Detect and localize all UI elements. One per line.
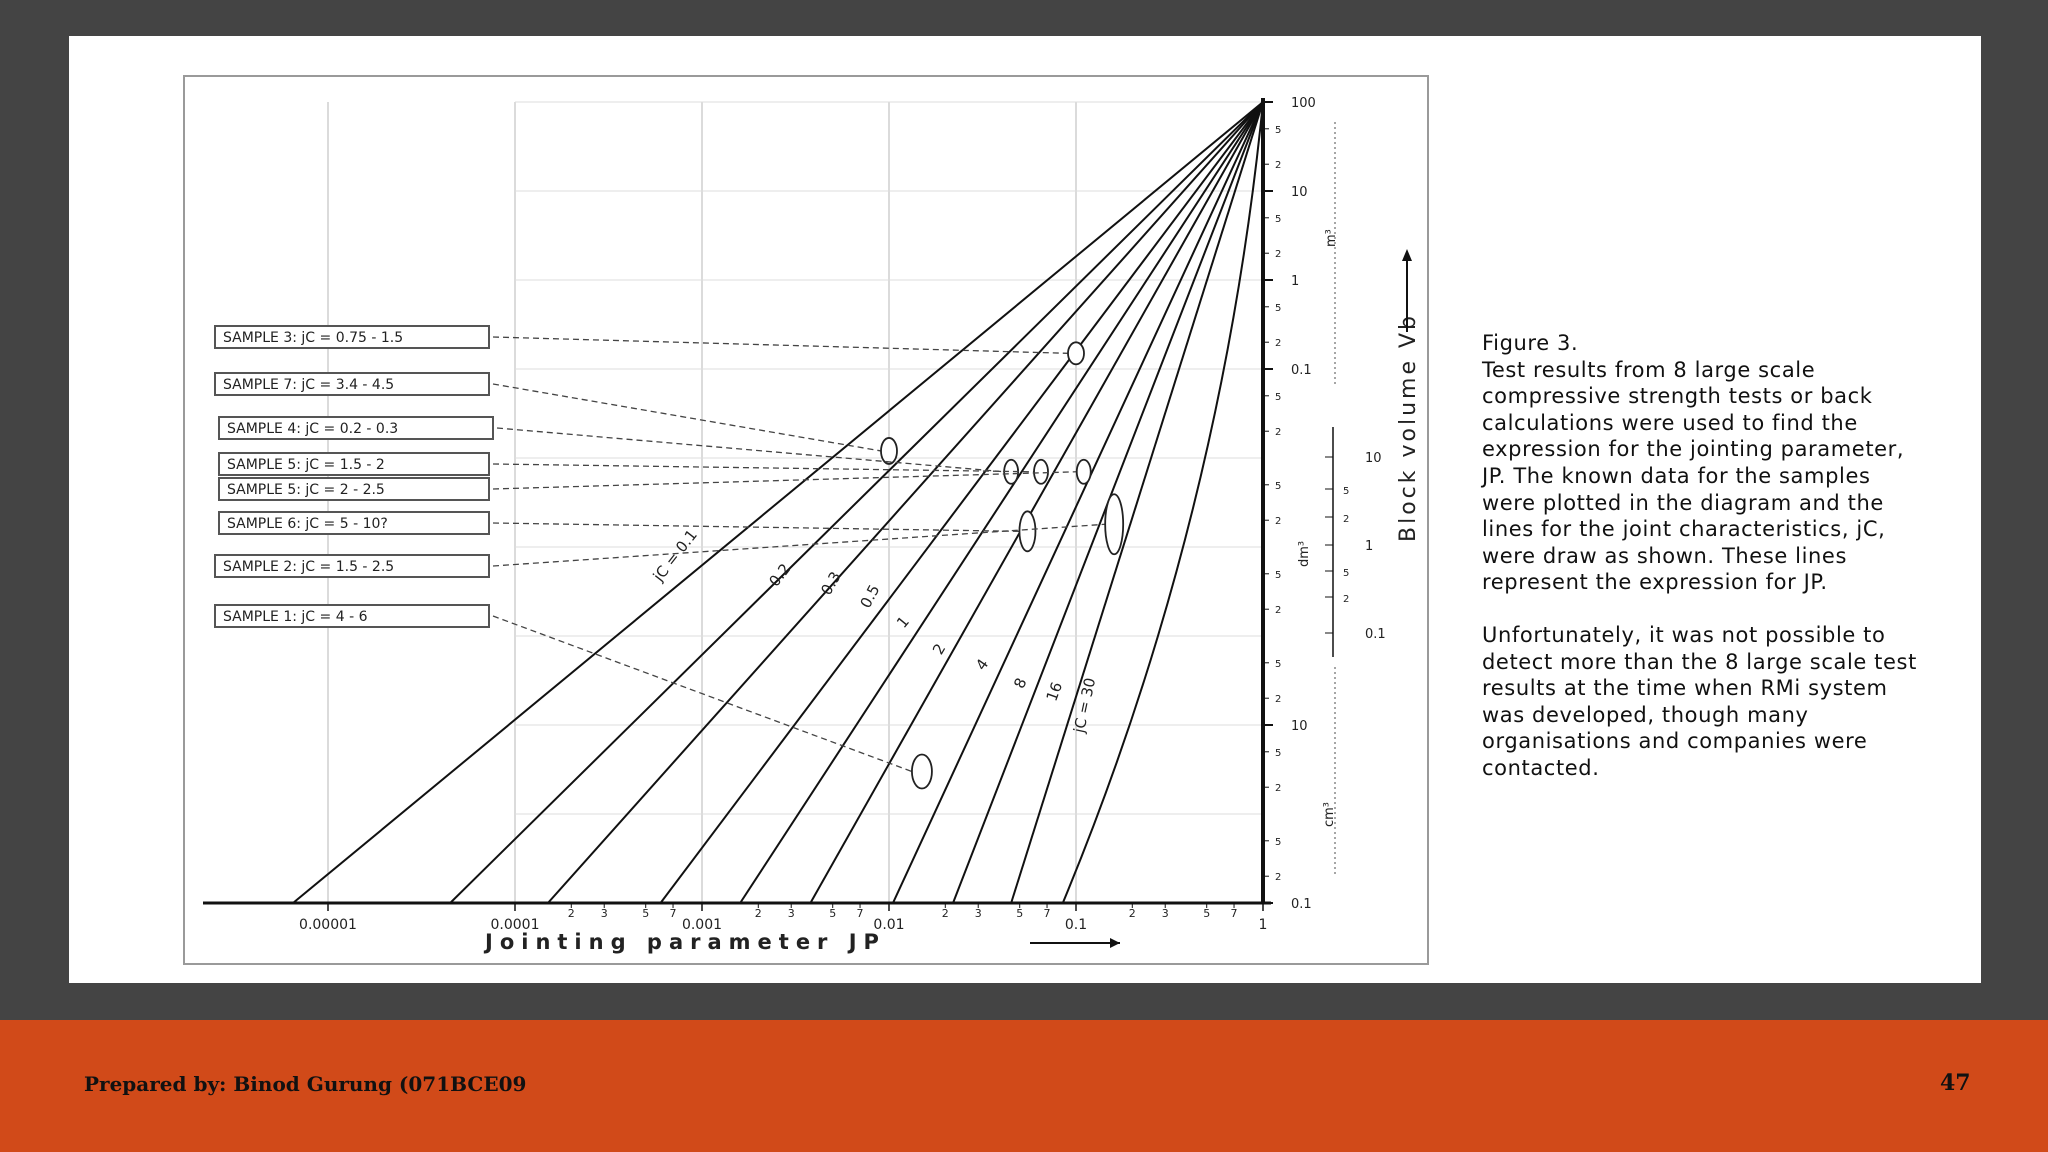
y-minor-label: 2 <box>1275 783 1282 795</box>
y-minor-label: 5 <box>1275 569 1282 581</box>
sample-label: SAMPLE 3: jC = 0.75 - 1.5 <box>223 330 404 346</box>
y-tick-label: 1 <box>1291 274 1300 289</box>
jc-line-label: jC = 30 <box>1070 676 1100 735</box>
x-minor-label: 2 <box>567 907 575 920</box>
jc-line <box>548 102 1263 903</box>
y-minor-label: 2 <box>1275 516 1282 528</box>
sample-marker <box>1019 511 1035 551</box>
x-tick-label: 0.1 <box>1064 917 1088 933</box>
y-unit-label: dm³ <box>1297 540 1312 567</box>
y-minor-label: 2 <box>1275 694 1282 706</box>
x-minor-label: 2 <box>941 907 949 920</box>
dm3-tick-label: 5 <box>1343 486 1350 497</box>
y-minor-label: 2 <box>1275 249 1282 261</box>
sample-marker <box>912 755 932 789</box>
x-minor-label: 7 <box>1043 907 1051 920</box>
jc-line <box>1011 102 1263 903</box>
x-minor-label: 3 <box>787 907 795 920</box>
dm3-tick-label: 2 <box>1343 514 1350 525</box>
y-unit-label: m³ <box>1324 229 1339 247</box>
jc-line-label: 16 <box>1042 679 1067 704</box>
y-tick-label: 10 <box>1291 185 1308 200</box>
jointing-parameter-chart <box>185 77 1427 963</box>
jc-line <box>1063 102 1263 903</box>
footer-credit: Prepared by: Binod Gurung (071BCE09 <box>84 1072 527 1096</box>
x-tick-label: 0.0001 <box>490 917 540 933</box>
dm3-tick-label: 10 <box>1365 451 1382 466</box>
jc-line <box>661 102 1263 903</box>
figure-caption <box>1482 330 1922 782</box>
y-minor-label: 5 <box>1275 124 1282 136</box>
sample-marker <box>1105 494 1123 554</box>
y-minor-label: 2 <box>1275 338 1282 350</box>
jc-line-label: 8 <box>1010 675 1031 692</box>
y-minor-label: 2 <box>1275 872 1282 884</box>
jc-line <box>740 102 1263 903</box>
sample-leader <box>493 337 1068 353</box>
sample-leader <box>493 464 1034 472</box>
y-minor-label: 5 <box>1275 836 1282 848</box>
x-minor-label: 5 <box>642 907 650 920</box>
x-minor-label: 5 <box>1203 907 1211 920</box>
y-minor-label: 2 <box>1275 160 1282 172</box>
x-axis-title: Jointing parameter JP <box>485 930 886 954</box>
y-tick-label: 0.1 <box>1291 897 1312 912</box>
x-minor-label: 7 <box>1230 907 1238 920</box>
jc-line-label: jC = 0.1 <box>649 526 701 585</box>
y-minor-label: 5 <box>1275 658 1282 670</box>
y-minor-label: 5 <box>1275 302 1282 314</box>
y-axis-title: Block volume Vb <box>1396 312 1421 542</box>
y-minor-label: 5 <box>1275 391 1282 403</box>
jc-line-label: 2 <box>929 640 950 658</box>
dm3-tick-label: 0.1 <box>1365 627 1386 642</box>
x-tick-label: 0.001 <box>681 917 723 933</box>
sample-label: SAMPLE 4: jC = 0.2 - 0.3 <box>227 421 399 437</box>
jc-line-label: 1 <box>893 612 914 632</box>
sample-marker <box>1034 460 1048 484</box>
x-minor-label: 2 <box>1128 907 1136 920</box>
x-axis-arrowhead <box>1110 938 1120 948</box>
sample-label: SAMPLE 2: jC = 1.5 - 2.5 <box>223 559 395 575</box>
sample-label: SAMPLE 5: jC = 1.5 - 2 <box>227 457 385 473</box>
y-minor-label: 5 <box>1275 747 1282 759</box>
y-axis-arrowhead <box>1402 249 1412 261</box>
jc-line <box>450 102 1263 903</box>
page-number: 47 <box>1940 1070 1971 1096</box>
x-tick-label: 1 <box>1258 917 1268 933</box>
dm3-tick-label: 1 <box>1365 539 1374 554</box>
x-minor-label: 5 <box>1016 907 1024 920</box>
x-minor-label: 3 <box>974 907 982 920</box>
y-tick-label: 10 <box>1291 719 1308 734</box>
sample-leader <box>493 472 1077 489</box>
dm3-tick-label: 5 <box>1343 568 1350 579</box>
caption-paragraph-2: Unfortunately, it was not possible to detect more than the 8 large scale test results at the time when RMi system was developed, though many organisations and companies were contacted. <box>1482 622 1917 780</box>
sample-leader <box>493 384 881 451</box>
x-minor-label: 2 <box>754 907 762 920</box>
y-unit-label: cm³ <box>1322 801 1337 827</box>
x-minor-label: 7 <box>669 907 677 920</box>
jc-line-label: 0.5 <box>856 581 884 612</box>
jc-line-label: 4 <box>971 655 993 674</box>
x-tick-label: 0.01 <box>873 917 905 933</box>
y-minor-label: 5 <box>1275 213 1282 225</box>
x-minor-label: 3 <box>1161 907 1169 920</box>
sample-label: SAMPLE 7: jC = 3.4 - 4.5 <box>223 377 395 393</box>
y-minor-label: 2 <box>1275 605 1282 617</box>
y-tick-label: 0.1 <box>1291 363 1312 378</box>
x-minor-label: 7 <box>856 907 864 920</box>
y-minor-label: 5 <box>1275 480 1282 492</box>
caption-heading: Figure 3. <box>1482 331 1579 355</box>
y-tick-label: 100 <box>1291 96 1316 111</box>
jc-line-label: 0.2 <box>765 560 795 591</box>
sample-marker <box>1068 342 1084 364</box>
dm3-tick-label: 2 <box>1343 594 1350 605</box>
caption-paragraph-1: Test results from 8 large scale compressive strength tests or back calculations were used to find the expression for the jointing parameter, JP. The known data for the samples were plotted in the diagram and the lines for the joint characteristics, jC, were draw as shown. These lines represent the expression for JP. <box>1482 357 1905 595</box>
y-minor-label: 2 <box>1275 427 1282 439</box>
x-minor-label: 5 <box>829 907 837 920</box>
sample-marker <box>1077 460 1091 484</box>
sample-marker <box>881 438 897 464</box>
x-tick-label: 0.00001 <box>299 917 357 933</box>
jc-line <box>893 102 1263 903</box>
sample-label: SAMPLE 5: jC = 2 - 2.5 <box>227 482 385 498</box>
figure-frame <box>183 75 1429 965</box>
x-minor-label: 3 <box>600 907 608 920</box>
sample-label: SAMPLE 1: jC = 4 - 6 <box>223 609 368 625</box>
jc-line-label: 0.3 <box>817 568 845 599</box>
sample-label: SAMPLE 6: jC = 5 - 10? <box>227 516 388 532</box>
